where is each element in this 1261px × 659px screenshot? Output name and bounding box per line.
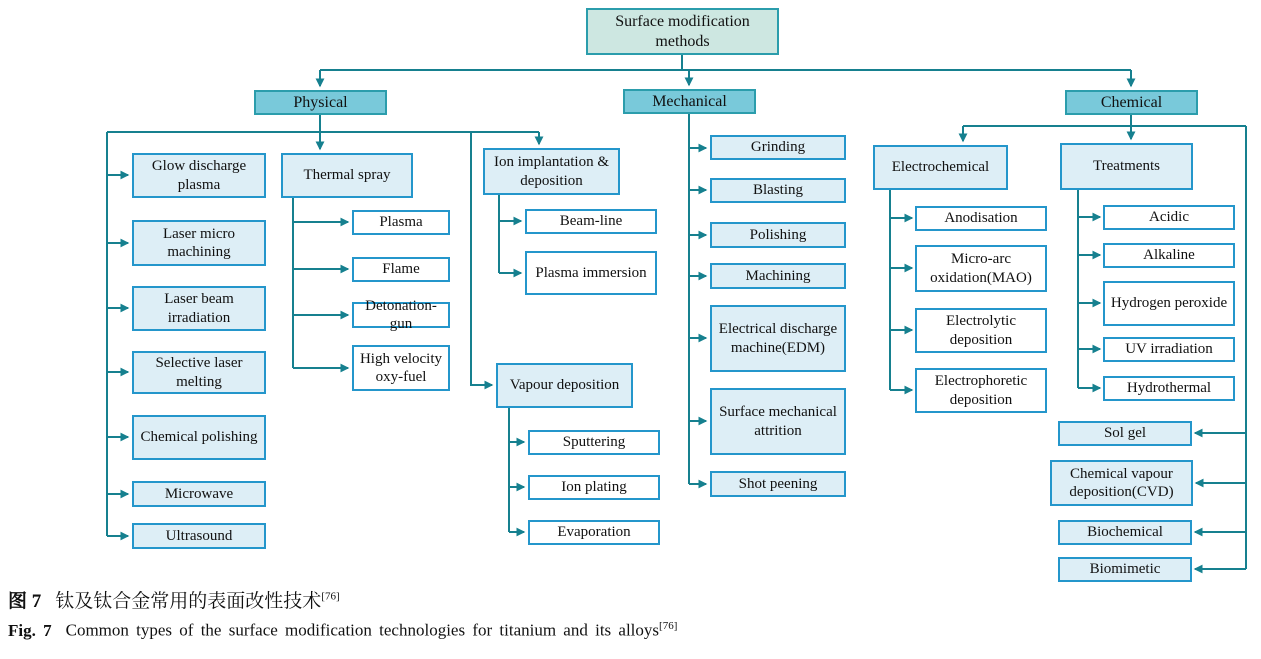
caption-zh-ref: [76] (321, 590, 340, 603)
node-chemical-polishing: Chemical polishing (132, 415, 266, 460)
node-beam-line: Beam-line (525, 209, 657, 234)
node-biomimetic: Biomimetic (1058, 557, 1192, 582)
trunk-wires (320, 55, 1131, 86)
node-hydrogen-peroxide: Hydrogen peroxide (1103, 281, 1235, 326)
node-laser-beam-irradiation: Laser beam irradiation (132, 286, 266, 331)
node-high-velocity-oxy-fuel: High velocity oxy-fuel (352, 345, 450, 391)
node-sol-gel: Sol gel (1058, 421, 1192, 446)
node-machining: Machining (710, 263, 846, 289)
node-polishing: Polishing (710, 222, 846, 248)
node-anodisation: Anodisation (915, 206, 1047, 231)
node-glow-discharge-plasma: Glow discharge plasma (132, 153, 266, 198)
node-vapour-deposition: Vapour deposition (496, 363, 633, 408)
caption-zh-label: 图 7 (8, 591, 42, 612)
caption-en (8, 620, 677, 641)
node-micro-arc-oxidation: Micro-arc oxidation(MAO) (915, 245, 1047, 292)
mechanical-wires (689, 114, 706, 484)
node-uv-irradiation: UV irradiation (1103, 337, 1235, 362)
node-alkaline: Alkaline (1103, 243, 1235, 268)
node-root: Surface modification methods (586, 8, 779, 55)
node-ion-plating: Ion plating (528, 475, 660, 500)
node-mechanical: Mechanical (623, 89, 756, 114)
caption-zh (8, 586, 677, 613)
node-electrical-discharge-machine: Electrical discharge machine(EDM) (710, 305, 846, 372)
node-thermal-spray: Thermal spray (281, 153, 413, 198)
node-grinding: Grinding (710, 135, 846, 160)
node-chemical-vapour-deposition: Chemical vapour deposition(CVD) (1050, 460, 1193, 506)
node-detonation-gun: Detonation-gun (352, 302, 450, 328)
node-plasma: Plasma (352, 210, 450, 235)
node-laser-micro-machining: Laser micro machining (132, 220, 266, 266)
node-electrolytic-deposition: Electrolytic deposition (915, 308, 1047, 353)
node-treatments: Treatments (1060, 143, 1193, 190)
node-blasting: Blasting (710, 178, 846, 203)
node-biochemical: Biochemical (1058, 520, 1192, 545)
node-surface-mechanical-attrition: Surface mechanical attrition (710, 388, 846, 455)
node-electrophoretic-deposition: Electrophoretic deposition (915, 368, 1047, 413)
figure-caption (8, 586, 677, 641)
node-evaporation: Evaporation (528, 520, 660, 545)
node-chemical: Chemical (1065, 90, 1198, 115)
node-selective-laser-melting: Selective laser melting (132, 351, 266, 394)
caption-en-text: Common types of the surface modification technologies for titanium and its alloys (65, 620, 660, 640)
caption-en-ref: [76] (659, 620, 678, 632)
node-acidic: Acidic (1103, 205, 1235, 230)
node-physical: Physical (254, 90, 387, 115)
caption-en-label: Fig. 7 (8, 620, 52, 640)
node-hydrothermal: Hydrothermal (1103, 376, 1235, 401)
node-microwave: Microwave (132, 481, 266, 507)
caption-zh-text: 钛及钛合金常用的表面改性技术 (55, 591, 322, 612)
node-ultrasound: Ultrasound (132, 523, 266, 549)
node-plasma-immersion: Plasma immersion (525, 251, 657, 295)
node-ion-implantation-deposition: Ion implantation & deposition (483, 148, 620, 195)
node-flame: Flame (352, 257, 450, 282)
node-shot-peening: Shot peening (710, 471, 846, 497)
node-sputtering: Sputtering (528, 430, 660, 455)
node-electrochemical: Electrochemical (873, 145, 1008, 190)
